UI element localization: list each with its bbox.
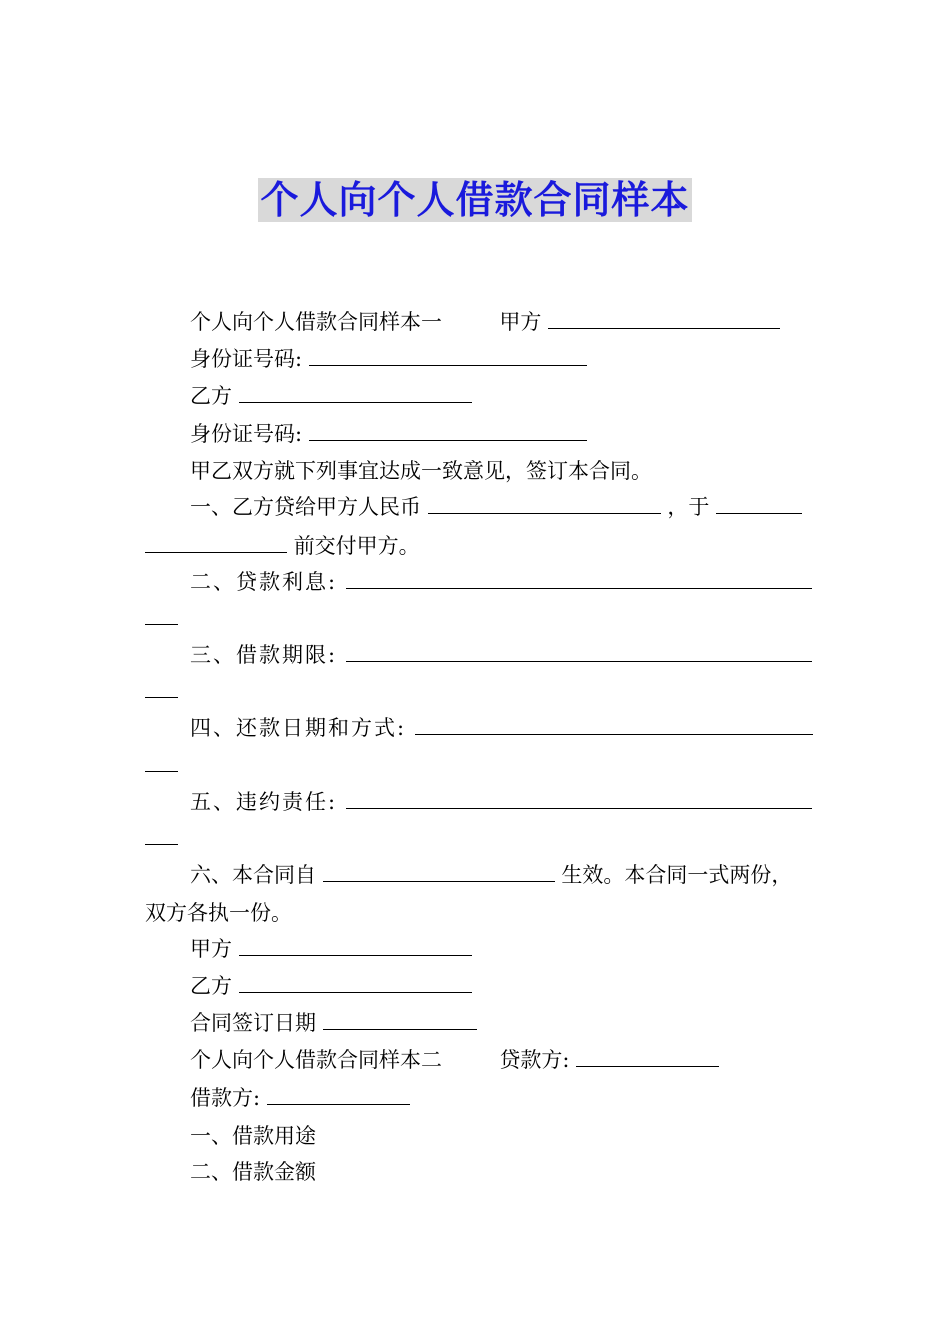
clause-6-mid: 生效。本合同一式两份， <box>561 863 793 887</box>
clause-6-text: 六、本合同自 <box>190 863 316 887</box>
clause-6-end: 双方各执一份。 <box>145 901 292 925</box>
clause-1 <box>190 493 802 521</box>
clause-4 <box>190 714 813 742</box>
sign-party-a <box>190 935 472 963</box>
section-purpose <box>190 1122 316 1150</box>
effective-date-blank[interactable] <box>323 861 555 882</box>
repayment-blank-b[interactable] <box>145 751 178 772</box>
party-a-label: 甲方 <box>499 310 542 334</box>
line-sample-two <box>190 1046 719 1074</box>
line-sample-one <box>190 308 780 336</box>
repayment-blank-a[interactable] <box>415 714 813 735</box>
title-block <box>0 178 950 222</box>
id-label-2: 身份证号码: <box>190 422 303 446</box>
liability-blank-b[interactable] <box>145 824 178 845</box>
agreement-text: 甲乙双方就下列事宜达成一致意见，签订本合同。 <box>190 459 652 483</box>
line-id-2 <box>190 420 587 448</box>
loan-amount-blank[interactable] <box>428 493 661 514</box>
section-purpose-label: 一、借款用途 <box>190 1124 316 1148</box>
sign-date-blank[interactable] <box>323 1009 477 1030</box>
section-amount <box>190 1158 316 1186</box>
id-blank-2[interactable] <box>309 420 587 441</box>
term-blank-a[interactable] <box>346 641 812 662</box>
id-blank-1[interactable] <box>309 345 587 366</box>
clause-4-label: 四、还款日期和方式: <box>190 716 407 740</box>
term-blank-b[interactable] <box>145 677 178 698</box>
clause-1-cont <box>145 532 420 560</box>
clause-6-cont <box>145 899 292 927</box>
document-title: 个人向个人借款合同样本 <box>260 178 690 222</box>
lender-label: 贷款方: <box>499 1048 570 1072</box>
line-party-b <box>190 382 472 410</box>
delivery-date-blank-b[interactable] <box>145 532 287 553</box>
line-id-1 <box>190 345 587 373</box>
clause-6 <box>190 861 792 889</box>
sample-one-heading: 个人向个人借款合同样本一 <box>190 310 442 334</box>
liability-blank-a[interactable] <box>346 788 812 809</box>
interest-blank-a[interactable] <box>346 568 812 589</box>
interest-blank-b[interactable] <box>145 604 178 625</box>
sign-date-label: 合同签订日期 <box>190 1011 316 1035</box>
sample-two-heading: 个人向个人借款合同样本二 <box>190 1048 442 1072</box>
clause-1-mid: ，于 <box>667 495 710 519</box>
clause-1-end: 前交付甲方。 <box>293 534 420 558</box>
line-borrower <box>190 1084 410 1112</box>
sign-party-a-blank[interactable] <box>239 935 472 956</box>
sign-party-a-label: 甲方 <box>190 937 232 961</box>
clause-2-label: 二、贷款利息: <box>190 570 338 594</box>
sign-party-b-blank[interactable] <box>239 972 472 993</box>
party-b-blank[interactable] <box>239 382 472 403</box>
clause-3-label: 三、借款期限: <box>190 643 338 667</box>
clause-2 <box>190 568 812 596</box>
sign-party-b-label: 乙方 <box>190 974 232 998</box>
clause-2-cont <box>145 604 178 632</box>
delivery-date-blank-a[interactable] <box>716 493 802 514</box>
line-agreement <box>190 457 652 485</box>
clause-4-cont <box>145 751 178 779</box>
clause-5-label: 五、违约责任: <box>190 790 338 814</box>
clause-5-cont <box>145 824 178 852</box>
section-amount-label: 二、借款金额 <box>190 1160 316 1184</box>
clause-1-text: 一、乙方贷给甲方人民币 <box>190 495 421 519</box>
sign-date <box>190 1009 477 1037</box>
party-a-blank[interactable] <box>548 308 780 329</box>
sign-party-b <box>190 972 472 1000</box>
borrower-blank[interactable] <box>267 1084 410 1105</box>
clause-3-cont <box>145 677 178 705</box>
party-b-label: 乙方 <box>190 384 232 408</box>
clause-3 <box>190 641 812 669</box>
lender-blank[interactable] <box>576 1046 719 1067</box>
borrower-label: 借款方: <box>190 1086 261 1110</box>
clause-5 <box>190 788 812 816</box>
id-label-1: 身份证号码: <box>190 347 303 371</box>
